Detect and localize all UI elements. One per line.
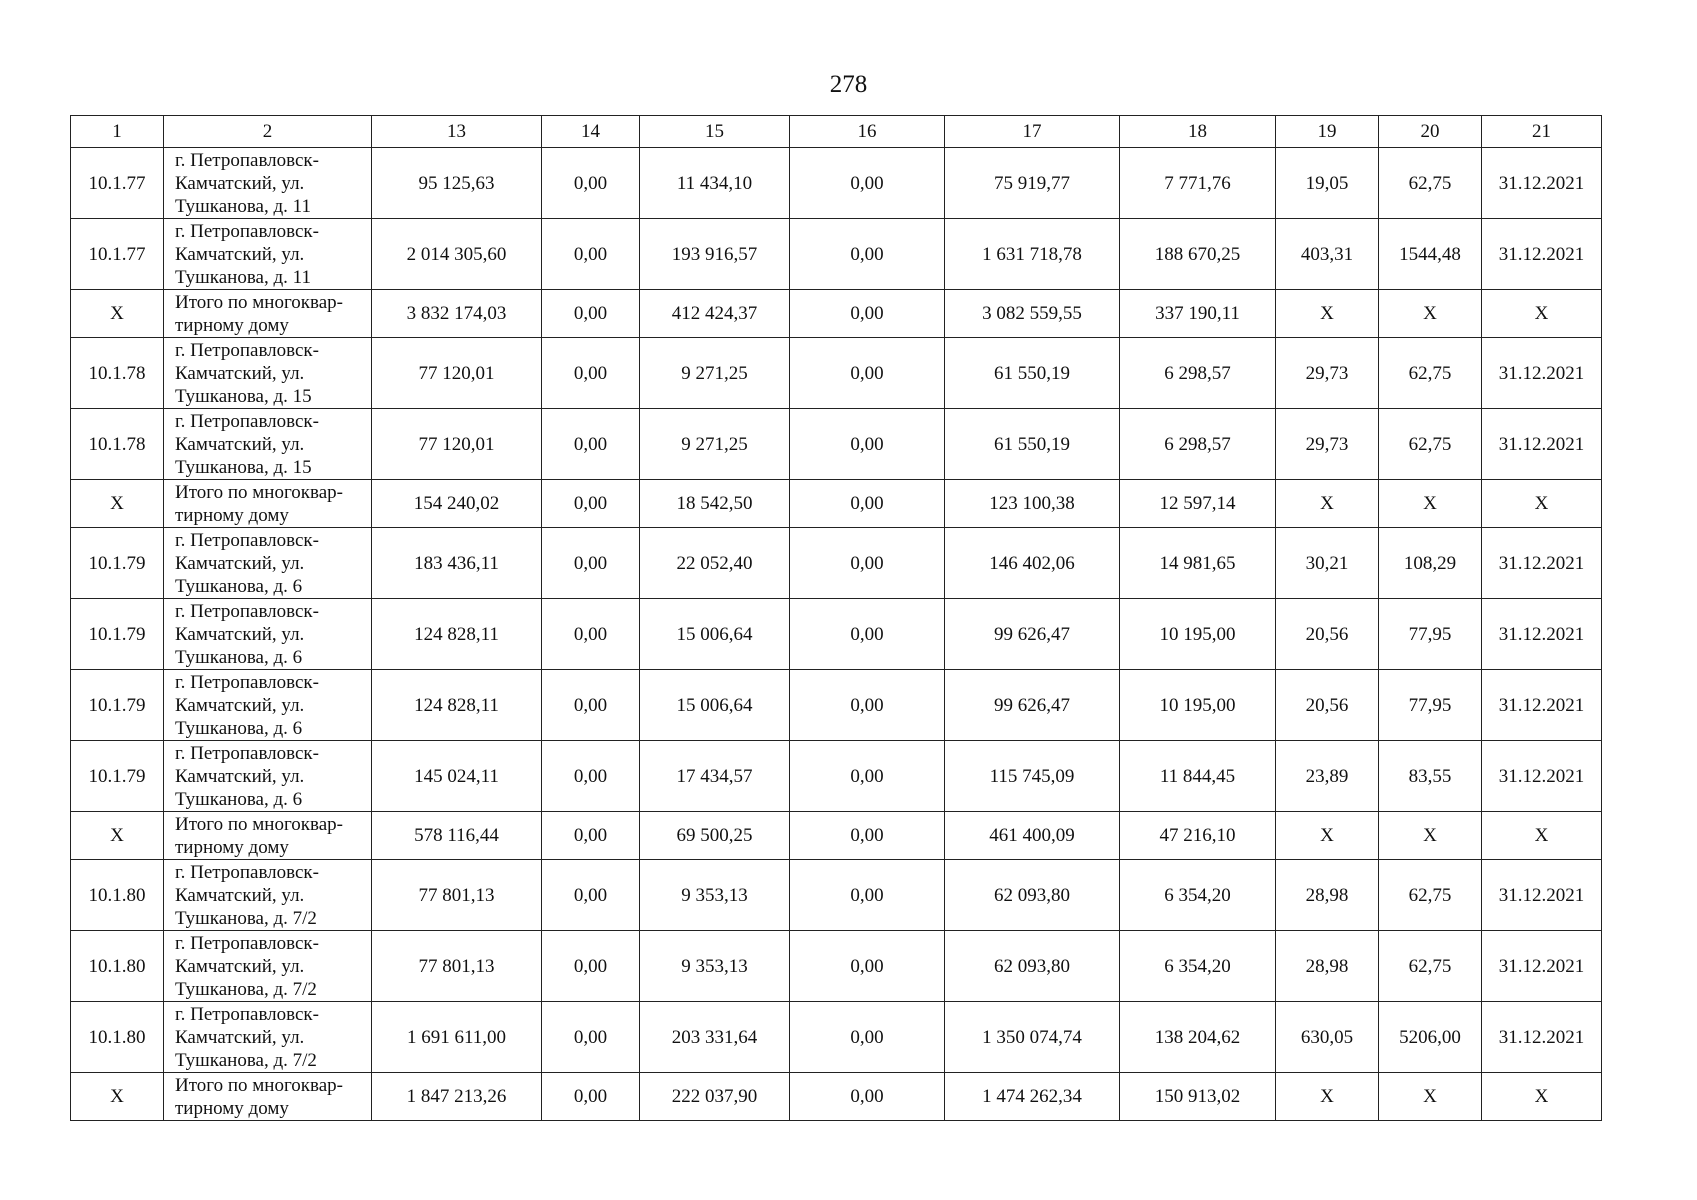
address-cell: г. Петропавловск- Камчатский, ул. Тушканова, д. 6 [164, 670, 372, 741]
col-20-cell: 62,75 [1379, 931, 1482, 1002]
row-number-cell: 10.1.79 [71, 670, 164, 741]
col-21-cell: 31.12.2021 [1482, 409, 1602, 480]
address-cell: г. Петропавловск- Камчатский, ул. Тушканова, д. 15 [164, 338, 372, 409]
column-header-7: 17 [945, 116, 1120, 148]
page-number: 278 [829, 71, 868, 98]
address-cell: Итого по многоквар- тирному дому [164, 1073, 372, 1121]
table-row [71, 741, 1602, 812]
row-number-cell: 10.1.79 [71, 599, 164, 670]
col-21-cell: 31.12.2021 [1482, 931, 1602, 1002]
col-21-cell: 31.12.2021 [1482, 1002, 1602, 1073]
col-16-cell: 0,00 [790, 812, 945, 860]
address-cell: г. Петропавловск- Камчатский, ул. Тушканова, д. 15 [164, 409, 372, 480]
row-number-cell: 10.1.77 [71, 219, 164, 290]
col-20-cell: X [1379, 812, 1482, 860]
table-row [71, 409, 1602, 480]
col-13-cell: 154 240,02 [372, 480, 542, 528]
row-number-cell: 10.1.78 [71, 409, 164, 480]
col-16-cell: 0,00 [790, 1002, 945, 1073]
col-18-cell: 138 204,62 [1120, 1002, 1276, 1073]
col-17-cell: 75 919,77 [945, 148, 1120, 219]
col-21-cell: X [1482, 290, 1602, 338]
col-13-cell: 124 828,11 [372, 599, 542, 670]
col-15-cell: 222 037,90 [640, 1073, 790, 1121]
address-cell: Итого по многоквар- тирному дому [164, 290, 372, 338]
table-row [71, 528, 1602, 599]
col-19-cell: 630,05 [1276, 1002, 1379, 1073]
column-header-6: 16 [790, 116, 945, 148]
col-16-cell: 0,00 [790, 409, 945, 480]
col-20-cell: 77,95 [1379, 670, 1482, 741]
col-19-cell: 29,73 [1276, 338, 1379, 409]
col-21-cell: X [1482, 812, 1602, 860]
col-19-cell: 28,98 [1276, 931, 1379, 1002]
column-header-10: 20 [1379, 116, 1482, 148]
col-20-cell: 62,75 [1379, 148, 1482, 219]
col-14-cell: 0,00 [542, 741, 640, 812]
total-row [71, 1073, 1602, 1121]
table-row [71, 148, 1602, 219]
col-15-cell: 193 916,57 [640, 219, 790, 290]
col-17-cell: 61 550,19 [945, 409, 1120, 480]
col-15-cell: 15 006,64 [640, 599, 790, 670]
col-19-cell: 30,21 [1276, 528, 1379, 599]
col-17-cell: 99 626,47 [945, 670, 1120, 741]
address-cell: Итого по многоквар- тирному дому [164, 480, 372, 528]
col-13-cell: 77 801,13 [372, 860, 542, 931]
col-17-cell: 115 745,09 [945, 741, 1120, 812]
row-number-cell: X [71, 1073, 164, 1121]
col-17-cell: 461 400,09 [945, 812, 1120, 860]
col-17-cell: 123 100,38 [945, 480, 1120, 528]
col-17-cell: 62 093,80 [945, 860, 1120, 931]
col-15-cell: 22 052,40 [640, 528, 790, 599]
col-15-cell: 18 542,50 [640, 480, 790, 528]
col-19-cell: X [1276, 812, 1379, 860]
table-row [71, 338, 1602, 409]
address-cell: г. Петропавловск- Камчатский, ул. Тушканова, д. 7/2 [164, 1002, 372, 1073]
col-20-cell: X [1379, 480, 1482, 528]
col-17-cell: 1 474 262,34 [945, 1073, 1120, 1121]
col-21-cell: 31.12.2021 [1482, 528, 1602, 599]
table-row [71, 599, 1602, 670]
col-19-cell: 23,89 [1276, 741, 1379, 812]
col-21-cell: 31.12.2021 [1482, 338, 1602, 409]
address-cell: г. Петропавловск- Камчатский, ул. Тушканова, д. 6 [164, 528, 372, 599]
col-14-cell: 0,00 [542, 219, 640, 290]
col-20-cell: 1544,48 [1379, 219, 1482, 290]
col-20-cell: 62,75 [1379, 860, 1482, 931]
table-row [71, 860, 1602, 931]
col-20-cell: 83,55 [1379, 741, 1482, 812]
col-15-cell: 412 424,37 [640, 290, 790, 338]
col-14-cell: 0,00 [542, 480, 640, 528]
col-18-cell: 337 190,11 [1120, 290, 1276, 338]
col-18-cell: 6 298,57 [1120, 338, 1276, 409]
col-18-cell: 10 195,00 [1120, 599, 1276, 670]
col-20-cell: X [1379, 290, 1482, 338]
row-number-cell: 10.1.79 [71, 528, 164, 599]
col-21-cell: 31.12.2021 [1482, 741, 1602, 812]
col-14-cell: 0,00 [542, 409, 640, 480]
col-15-cell: 203 331,64 [640, 1002, 790, 1073]
column-header-5: 15 [640, 116, 790, 148]
col-16-cell: 0,00 [790, 1073, 945, 1121]
col-15-cell: 17 434,57 [640, 741, 790, 812]
col-20-cell: 62,75 [1379, 338, 1482, 409]
table-row [71, 219, 1602, 290]
col-21-cell: 31.12.2021 [1482, 148, 1602, 219]
col-14-cell: 0,00 [542, 812, 640, 860]
total-row [71, 812, 1602, 860]
col-19-cell: X [1276, 290, 1379, 338]
col-18-cell: 7 771,76 [1120, 148, 1276, 219]
col-20-cell: X [1379, 1073, 1482, 1121]
col-14-cell: 0,00 [542, 860, 640, 931]
table-row [71, 931, 1602, 1002]
row-number-cell: 10.1.80 [71, 860, 164, 931]
col-18-cell: 47 216,10 [1120, 812, 1276, 860]
address-cell: г. Петропавловск- Камчатский, ул. Тушканова, д. 11 [164, 219, 372, 290]
col-18-cell: 12 597,14 [1120, 480, 1276, 528]
col-20-cell: 77,95 [1379, 599, 1482, 670]
col-16-cell: 0,00 [790, 219, 945, 290]
col-20-cell: 5206,00 [1379, 1002, 1482, 1073]
col-16-cell: 0,00 [790, 931, 945, 1002]
column-header-11: 21 [1482, 116, 1602, 148]
col-18-cell: 6 354,20 [1120, 860, 1276, 931]
col-14-cell: 0,00 [542, 528, 640, 599]
col-18-cell: 11 844,45 [1120, 741, 1276, 812]
col-18-cell: 14 981,65 [1120, 528, 1276, 599]
col-20-cell: 62,75 [1379, 409, 1482, 480]
col-17-cell: 61 550,19 [945, 338, 1120, 409]
row-number-cell: X [71, 290, 164, 338]
column-header-9: 19 [1276, 116, 1379, 148]
col-21-cell: 31.12.2021 [1482, 219, 1602, 290]
col-14-cell: 0,00 [542, 670, 640, 741]
row-number-cell: X [71, 480, 164, 528]
address-cell: г. Петропавловск- Камчатский, ул. Тушканова, д. 7/2 [164, 931, 372, 1002]
col-15-cell: 9 353,13 [640, 860, 790, 931]
col-13-cell: 578 116,44 [372, 812, 542, 860]
col-13-cell: 77 120,01 [372, 409, 542, 480]
address-cell: г. Петропавловск- Камчатский, ул. Тушканова, д. 11 [164, 148, 372, 219]
col-15-cell: 15 006,64 [640, 670, 790, 741]
col-13-cell: 124 828,11 [372, 670, 542, 741]
row-number-cell: 10.1.77 [71, 148, 164, 219]
col-17-cell: 99 626,47 [945, 599, 1120, 670]
col-18-cell: 150 913,02 [1120, 1073, 1276, 1121]
col-13-cell: 95 125,63 [372, 148, 542, 219]
row-number-cell: 10.1.79 [71, 741, 164, 812]
col-13-cell: 183 436,11 [372, 528, 542, 599]
col-14-cell: 0,00 [542, 1073, 640, 1121]
col-13-cell: 3 832 174,03 [372, 290, 542, 338]
col-15-cell: 9 271,25 [640, 338, 790, 409]
address-cell: г. Петропавловск- Камчатский, ул. Тушканова, д. 7/2 [164, 860, 372, 931]
col-14-cell: 0,00 [542, 599, 640, 670]
col-16-cell: 0,00 [790, 528, 945, 599]
col-16-cell: 0,00 [790, 290, 945, 338]
column-header-1: 1 [71, 116, 164, 148]
col-17-cell: 3 082 559,55 [945, 290, 1120, 338]
col-21-cell: X [1482, 1073, 1602, 1121]
col-19-cell: 29,73 [1276, 409, 1379, 480]
col-17-cell: 1 631 718,78 [945, 219, 1120, 290]
col-14-cell: 0,00 [542, 931, 640, 1002]
col-15-cell: 9 271,25 [640, 409, 790, 480]
col-21-cell: 31.12.2021 [1482, 599, 1602, 670]
col-19-cell: 28,98 [1276, 860, 1379, 931]
col-19-cell: 20,56 [1276, 670, 1379, 741]
col-19-cell: X [1276, 480, 1379, 528]
col-14-cell: 0,00 [542, 148, 640, 219]
col-15-cell: 9 353,13 [640, 931, 790, 1002]
column-header-4: 14 [542, 116, 640, 148]
col-16-cell: 0,00 [790, 599, 945, 670]
table-header [71, 116, 1602, 148]
total-row [71, 290, 1602, 338]
col-13-cell: 2 014 305,60 [372, 219, 542, 290]
col-17-cell: 1 350 074,74 [945, 1002, 1120, 1073]
table-row [71, 1002, 1602, 1073]
column-header-2: 2 [164, 116, 372, 148]
col-14-cell: 0,00 [542, 290, 640, 338]
col-17-cell: 62 093,80 [945, 931, 1120, 1002]
col-19-cell: 20,56 [1276, 599, 1379, 670]
row-number-cell: 10.1.78 [71, 338, 164, 409]
col-16-cell: 0,00 [790, 741, 945, 812]
row-number-cell: 10.1.80 [71, 1002, 164, 1073]
report-table [70, 115, 1602, 1121]
col-16-cell: 0,00 [790, 480, 945, 528]
col-13-cell: 145 024,11 [372, 741, 542, 812]
table-row [71, 670, 1602, 741]
col-21-cell: 31.12.2021 [1482, 670, 1602, 741]
col-21-cell: X [1482, 480, 1602, 528]
col-18-cell: 10 195,00 [1120, 670, 1276, 741]
col-20-cell: 108,29 [1379, 528, 1482, 599]
column-number-row [71, 116, 1602, 148]
col-14-cell: 0,00 [542, 1002, 640, 1073]
table-body [71, 148, 1602, 1121]
column-header-3: 13 [372, 116, 542, 148]
row-number-cell: X [71, 812, 164, 860]
total-row [71, 480, 1602, 528]
col-18-cell: 6 298,57 [1120, 409, 1276, 480]
column-header-8: 18 [1120, 116, 1276, 148]
col-15-cell: 11 434,10 [640, 148, 790, 219]
col-14-cell: 0,00 [542, 338, 640, 409]
col-13-cell: 77 801,13 [372, 931, 542, 1002]
col-13-cell: 1 847 213,26 [372, 1073, 542, 1121]
address-cell: г. Петропавловск- Камчатский, ул. Тушканова, д. 6 [164, 599, 372, 670]
col-13-cell: 77 120,01 [372, 338, 542, 409]
col-16-cell: 0,00 [790, 860, 945, 931]
address-cell: г. Петропавловск- Камчатский, ул. Тушканова, д. 6 [164, 741, 372, 812]
col-18-cell: 188 670,25 [1120, 219, 1276, 290]
row-number-cell: 10.1.80 [71, 931, 164, 1002]
col-13-cell: 1 691 611,00 [372, 1002, 542, 1073]
col-16-cell: 0,00 [790, 338, 945, 409]
col-16-cell: 0,00 [790, 148, 945, 219]
col-15-cell: 69 500,25 [640, 812, 790, 860]
col-16-cell: 0,00 [790, 670, 945, 741]
col-19-cell: 403,31 [1276, 219, 1379, 290]
col-18-cell: 6 354,20 [1120, 931, 1276, 1002]
address-cell: Итого по многоквар- тирному дому [164, 812, 372, 860]
col-19-cell: X [1276, 1073, 1379, 1121]
col-17-cell: 146 402,06 [945, 528, 1120, 599]
col-19-cell: 19,05 [1276, 148, 1379, 219]
col-21-cell: 31.12.2021 [1482, 860, 1602, 931]
